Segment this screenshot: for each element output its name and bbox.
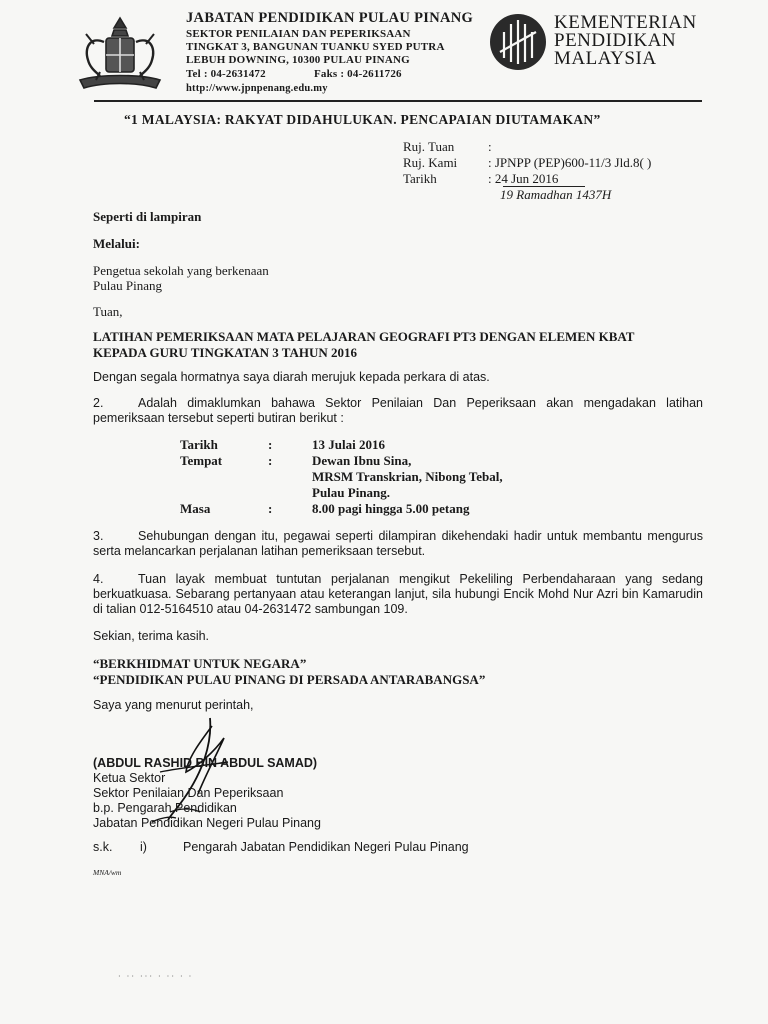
cc-recipient: Pengarah Jabatan Pendidikan Negeri Pulau Pinang [183,840,469,854]
ruj-kami-value: : JPNPP (PEP)600-11/3 Jld.8( ) [488,155,652,170]
sign-off: Saya yang menurut perintah, [93,698,254,712]
details-table [180,437,503,517]
recipient-line-3: Pulau Pinang [93,278,162,293]
para2: Adalah dimaklumkan bahawa Sektor Penilaian Dan Peperiksaan akan mengadakan latihan pemeriksaan tersebut seperti butiran berikut : [93,396,703,425]
date-colon: : [268,437,273,452]
signatory-title-2: Sektor Penilaian Dan Peperiksaan [93,786,284,800]
slogan: “1 MALAYSIA: RAKYAT DIDAHULUKAN. PENCAPAIAN DIUTAMAKAN” [124,112,601,127]
address-line-1: TINGKAT 3, BANGUNAN TUANKU SYED PUTRA [186,41,445,53]
para3-number: 3. [93,529,104,543]
venue-label: Tempat [180,453,223,468]
header-divider [94,100,702,102]
cc-number: i) [140,840,147,854]
scan-speckle: · ·· ··· · ·· · · [118,972,194,981]
subject-line-1: LATIHAN PEMERIKSAAN MATA PELAJARAN GEOGRAFI PT3 DENGAN ELEMEN KBAT [93,329,635,344]
para2-number: 2. [93,396,104,410]
tarikh-label: Tarikh [403,171,437,186]
ministry-name-1: KEMENTERIAN [554,12,697,33]
cc-label: s.k. [93,840,113,854]
via-label: Melalui: [93,236,140,251]
para4-number: 4. [93,572,104,586]
signatory-title-4: Jabatan Pendidikan Negeri Pulau Pinang [93,816,321,830]
signatory-name: (ABDUL RASHID BIN ABDUL SAMAD) [93,756,318,770]
reference-initials: MNA/wm [93,868,122,877]
motto-2: “PENDIDIKAN PULAU PINANG DI PERSADA ANTARABANGSA” [93,672,486,687]
tarikh-value: : 24 Jun 2016 [488,171,559,186]
department-name: JABATAN PENDIDIKAN PULAU PINANG [186,10,474,26]
ruj-tuan-label: Ruj. Tuan [403,139,455,154]
time-colon: : [268,501,273,516]
ministry-name-2: PENDIDIKAN [554,30,677,51]
motto-1: “BERKHIDMAT UNTUK NEGARA” [93,656,307,671]
closing: Sekian, terima kasih. [93,629,210,643]
time-label: Masa [180,501,211,516]
fax: Faks : 04-2611726 [314,68,402,80]
salutation: Tuan, [93,304,123,319]
recipient: Seperti di lampiran [93,209,202,224]
para4: Tuan layak membuat tuntutan perjalanan mengikut Pekeliling Perbendaharaan yang sedang berkuatkuasa. Sebarang pertanyaan atau keterangan lanjut, sila hubungi Encik Mohd Nur Azri bin Kamarudin di talian 012-5164510 atau 04-2631472 sambungan 109. [93,572,703,616]
venue-line-1: Dewan Ibnu Sina, [312,453,412,468]
subject-line-2: KEPADA GURU TINGKATAN 3 TAHUN 2016 [93,345,357,360]
venue-colon: : [268,453,273,468]
signatory-title-3: b.p. Pengarah Pendidikan [93,801,237,815]
website: http://www.jpnpenang.edu.my [186,83,328,94]
address-line-2: LEBUH DOWNING, 10300 PULAU PINANG [186,54,410,66]
ministry-name-3: MALAYSIA [554,48,657,69]
signatory-title-1: Ketua Sektor [93,771,166,785]
venue-line-2: MRSM Transkrian, Nibong Tebal, [312,469,503,484]
date-label: Tarikh [180,437,218,452]
intro-paragraph: Dengan segala hormatnya saya diarah merujuk kepada perkara di atas. [93,370,490,384]
state-crest-logo [70,14,170,96]
para3: Sehubungan dengan itu, pegawai seperti dilampiran dikehendaki hadir untuk membantu mengurus serta melancarkan perjalanan latihan pemeriksaan tersebut. [93,529,703,558]
ministry-logo [488,12,548,72]
time-value: 8.00 pagi hingga 5.00 petang [312,501,470,516]
venue-line-3: Pulau Pinang. [312,485,391,500]
telephone: Tel : 04-2631472 [186,68,266,80]
recipient-line-2: Pengetua sekolah yang berkenaan [93,263,269,278]
ruj-kami-label: Ruj. Kami [403,155,458,170]
ruj-tuan-colon: : [488,139,492,154]
date-value: 13 Julai 2016 [312,437,385,452]
hijri-date: 19 Ramadhan 1437H [500,187,612,202]
sector-name: SEKTOR PENILAIAN DAN PEPERIKSAAN [186,28,411,40]
